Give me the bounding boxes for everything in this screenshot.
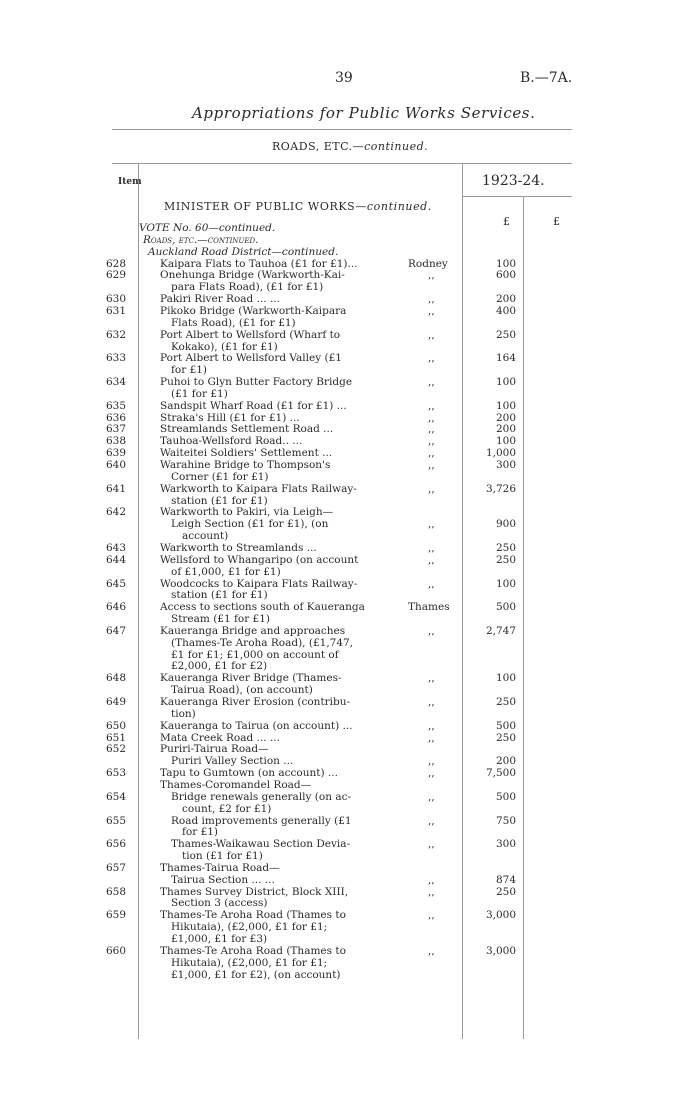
item-number: 646 xyxy=(106,601,127,614)
year-header-rule xyxy=(462,196,572,197)
item-description: Pikoko Bridge (Warkworth-Kaipara xyxy=(160,304,347,317)
ditto-mark: ,, xyxy=(428,304,435,317)
ditto-mark: ,, xyxy=(428,672,435,685)
amount-value: 100 xyxy=(495,376,516,389)
ditto-mark: ,, xyxy=(428,553,435,566)
ditto-mark: ,, xyxy=(428,814,435,827)
item-description: Pakiri River Road ... ... xyxy=(160,293,280,306)
amount-value: 3,000 xyxy=(485,909,516,922)
item-description: Thames-Te Aroha Road (Thames to xyxy=(160,909,346,922)
item-description: Thames-Te Aroha Road (Thames to xyxy=(160,944,346,957)
ditto-mark: ,, xyxy=(428,909,435,922)
item-description: Kaueranga River Bridge (Thames- xyxy=(160,672,342,685)
ditto-mark: ,, xyxy=(428,944,435,957)
page-title: Appropriations for Public Works Services. xyxy=(192,104,536,122)
item-description: Section 3 (access) xyxy=(171,897,268,910)
ditto-mark: ,, xyxy=(428,696,435,708)
item-column-divider xyxy=(138,163,139,1039)
item-description: Road improvements generally (£1 xyxy=(171,814,352,827)
amount-value: 874 xyxy=(495,873,516,886)
item-description: (Thames-Te Aroha Road), (£1,747, xyxy=(171,636,354,649)
item-description: Warkworth to Pakiri, via Leigh— xyxy=(160,506,334,519)
amount-value: 250 xyxy=(495,696,516,708)
title-rule xyxy=(112,129,572,130)
ditto-mark: ,, xyxy=(428,328,435,341)
section-heading: MINISTER OF PUBLIC WORKS—continued. xyxy=(164,200,432,213)
item-number: 655 xyxy=(106,814,127,827)
amount-value: 500 xyxy=(495,601,516,614)
item-description: Warkworth to Streamlands ... xyxy=(160,541,317,554)
item-description: for £1) xyxy=(182,826,219,839)
ditto-mark: ,, xyxy=(428,399,435,412)
item-description: station (£1 for £1) xyxy=(171,494,268,507)
item-number: 639 xyxy=(106,447,127,460)
item-description: Bridge renewals generally (on ac- xyxy=(171,790,352,803)
ditto-mark: ,, xyxy=(428,838,435,851)
item-description: Flats Road), (£1 for £1) xyxy=(171,316,296,329)
item-number: 652 xyxy=(106,743,127,756)
amount-value: 1,000 xyxy=(485,447,516,460)
item-number: 651 xyxy=(106,731,127,744)
item-number: 636 xyxy=(106,411,127,424)
pound-column-header: £ xyxy=(503,215,510,228)
item-number: 628 xyxy=(106,257,127,270)
amount-value: 250 xyxy=(495,731,516,744)
amount-value: 250 xyxy=(495,541,516,554)
ditto-mark: ,, xyxy=(428,577,435,590)
amount-value: 7,500 xyxy=(485,767,516,780)
ditto-mark: ,, xyxy=(428,731,435,744)
item-number: 638 xyxy=(106,435,127,448)
item-description: £1 for £1; £1,000 on account of xyxy=(171,648,339,661)
item-description: Thames-Coromandel Road— xyxy=(160,778,312,791)
item-number: 635 xyxy=(106,399,127,412)
item-description: station (£1 for £1) xyxy=(171,589,268,602)
amount-value: 300 xyxy=(495,838,516,851)
item-number: 632 xyxy=(106,328,127,341)
item-description: Leigh Section (£1 for £1), (on xyxy=(171,518,329,531)
item-description: Roads, etc.—continued. xyxy=(143,233,259,246)
item-description: Onehunga Bridge (Warkworth-Kai- xyxy=(160,269,345,282)
amount-value: 200 xyxy=(495,423,516,436)
item-description: count, £2 for £1) xyxy=(182,802,272,815)
item-column-header: Item xyxy=(118,177,142,187)
amount-value: 200 xyxy=(495,755,516,768)
amount-value: 100 xyxy=(495,577,516,590)
ditto-mark: ,, xyxy=(428,459,435,471)
item-description: Thames Survey District, Block XIII, xyxy=(160,885,349,898)
item-description: Access to sections south of Kaueranga xyxy=(160,601,365,614)
item-description: Thames-Waikawau Section Devia- xyxy=(171,838,351,851)
item-number: 641 xyxy=(106,482,127,495)
item-number: 634 xyxy=(106,376,127,389)
item-number: 658 xyxy=(106,885,127,898)
amount-value: 164 xyxy=(495,352,516,365)
amount-column-divider xyxy=(462,163,463,1039)
section-subtitle: ROADS, ETC.—continued. xyxy=(272,140,429,153)
ditto-mark: ,, xyxy=(428,423,435,436)
amount-value: 3,000 xyxy=(485,944,516,957)
pound-total-header: £ xyxy=(553,215,560,228)
amount-value: 900 xyxy=(495,518,516,531)
item-description: Kokako), (£1 for £1) xyxy=(171,340,278,353)
amount-value: 2,747 xyxy=(485,624,516,637)
ditto-mark: ,, xyxy=(428,873,435,886)
item-number: 629 xyxy=(106,269,127,282)
ditto-mark: ,, xyxy=(428,376,435,389)
item-description: Corner (£1 for £1) xyxy=(171,470,269,483)
item-description: Auckland Road District—continued. xyxy=(148,245,339,258)
item-description: tion) xyxy=(171,707,196,720)
amount-value: 250 xyxy=(495,328,516,341)
item-description: of £1,000, £1 for £1) xyxy=(171,565,281,578)
item-number: 659 xyxy=(106,909,127,922)
amount-value: 200 xyxy=(495,293,516,306)
item-number: 640 xyxy=(106,459,127,471)
ditto-mark: ,, xyxy=(428,447,435,460)
year-column-header: 1923-24. xyxy=(482,173,545,189)
item-number: 633 xyxy=(106,352,127,365)
item-description: Waiteitei Soldiers' Settlement ... xyxy=(160,447,333,460)
district-name: Rodney xyxy=(408,257,448,270)
item-description: £1,000, £1 for £3) xyxy=(171,933,268,945)
ditto-mark: ,, xyxy=(428,269,435,282)
amount-value: 500 xyxy=(495,719,516,732)
item-description: Puhoi to Glyn Butter Factory Bridge xyxy=(160,376,353,389)
item-description: Kaipara Flats to Tauhoa (£1 for £1)... xyxy=(160,257,358,270)
ditto-mark: ,, xyxy=(428,541,435,554)
item-description: Hikutaia), (£2,000, £1 for £1; xyxy=(171,921,328,934)
ditto-mark: ,, xyxy=(428,755,435,768)
item-number: 654 xyxy=(106,790,127,803)
amount-value: 100 xyxy=(495,257,516,270)
item-description: tion (£1 for £1) xyxy=(182,850,263,863)
amount-value: 100 xyxy=(495,435,516,448)
item-description: Kaueranga to Tairua (on account) ... xyxy=(160,719,353,732)
item-description: Kaueranga River Erosion (contribu- xyxy=(160,696,351,708)
item-number: 656 xyxy=(106,838,127,851)
item-number: 643 xyxy=(106,541,127,554)
item-description: Kaueranga Bridge and approaches xyxy=(160,624,346,637)
amount-value: 100 xyxy=(495,399,516,412)
ditto-mark: ,, xyxy=(428,624,435,637)
document-reference: B.—7A. xyxy=(520,70,573,86)
amount-value: 400 xyxy=(495,304,516,317)
ditto-mark: ,, xyxy=(428,518,435,531)
ditto-mark: ,, xyxy=(428,767,435,780)
item-description: Puriri-Tairua Road— xyxy=(160,743,269,756)
district-name: Thames xyxy=(408,601,450,614)
item-description: Stream (£1 for £1) xyxy=(171,613,271,626)
ditto-mark: ,, xyxy=(428,435,435,448)
amount-value: 500 xyxy=(495,790,516,803)
item-description: Streamlands Settlement Road ... xyxy=(160,423,334,436)
item-description: for £1) xyxy=(171,364,208,377)
amount-value: 750 xyxy=(495,814,516,827)
total-column-divider xyxy=(523,196,524,1039)
item-description: VOTE No. 60—continued. xyxy=(139,222,276,234)
ditto-mark: ,, xyxy=(428,293,435,306)
item-description: Puriri Valley Section ... xyxy=(171,755,294,768)
table-top-rule xyxy=(112,163,572,164)
item-description: Tapu to Gumtown (on account) ... xyxy=(160,767,338,780)
ditto-mark: ,, xyxy=(428,885,435,898)
ditto-mark: ,, xyxy=(428,482,435,495)
amount-value: 250 xyxy=(495,885,516,898)
amount-value: 200 xyxy=(495,411,516,424)
item-description: Tauhoa-Wellsford Road.. ... xyxy=(160,435,303,448)
item-number: 647 xyxy=(106,624,127,637)
page-number: 39 xyxy=(335,70,353,86)
item-number: 650 xyxy=(106,719,127,732)
item-description: Tairua Road), (on account) xyxy=(171,684,313,697)
item-number: 645 xyxy=(106,577,127,590)
item-number: 657 xyxy=(106,861,127,874)
ditto-mark: ,, xyxy=(428,352,435,365)
item-number: 648 xyxy=(106,672,127,685)
item-description: Warahine Bridge to Thompson's xyxy=(160,459,331,471)
item-description: Warkworth to Kaipara Flats Railway- xyxy=(160,482,357,495)
item-description: (£1 for £1) xyxy=(171,387,228,400)
ditto-mark: ,, xyxy=(428,790,435,803)
item-description: account) xyxy=(182,530,229,543)
item-number: 660 xyxy=(106,944,127,957)
item-description: para Flats Road), (£1 for £1) xyxy=(171,281,324,294)
item-number: 630 xyxy=(106,293,127,306)
amount-value: 600 xyxy=(495,269,516,282)
item-description: Hikutaia), (£2,000, £1 for £1; xyxy=(171,956,328,969)
item-description: Port Albert to Wellsford Valley (£1 xyxy=(160,352,342,365)
ditto-mark: ,, xyxy=(428,411,435,424)
ditto-mark: ,, xyxy=(428,719,435,732)
item-description: £1,000, £1 for £2), (on account) xyxy=(171,968,341,981)
item-description: Sandspit Wharf Road (£1 for £1) ... xyxy=(160,399,347,412)
item-description: Straka's Hill (£1 for £1) ... xyxy=(160,411,300,424)
amount-value: 300 xyxy=(495,459,516,471)
item-number: 649 xyxy=(106,696,127,708)
amount-value: 3,726 xyxy=(485,482,516,495)
item-description: Port Albert to Wellsford (Wharf to xyxy=(160,328,341,341)
item-number: 642 xyxy=(106,506,127,519)
item-description: Wellsford to Whangaripo (on account xyxy=(160,553,359,566)
item-description: Thames-Tairua Road— xyxy=(160,861,280,874)
item-description: £2,000, £1 for £2) xyxy=(171,660,268,673)
item-number: 644 xyxy=(106,553,127,566)
item-description: Tairua Section ... ... xyxy=(171,873,275,886)
item-number: 653 xyxy=(106,767,127,780)
item-description: Mata Creek Road ... ... xyxy=(160,731,280,744)
item-description: Woodcocks to Kaipara Flats Railway- xyxy=(160,577,358,590)
amount-value: 100 xyxy=(495,672,516,685)
item-number: 631 xyxy=(106,304,127,317)
item-number: 637 xyxy=(106,423,127,436)
amount-value: 250 xyxy=(495,553,516,566)
